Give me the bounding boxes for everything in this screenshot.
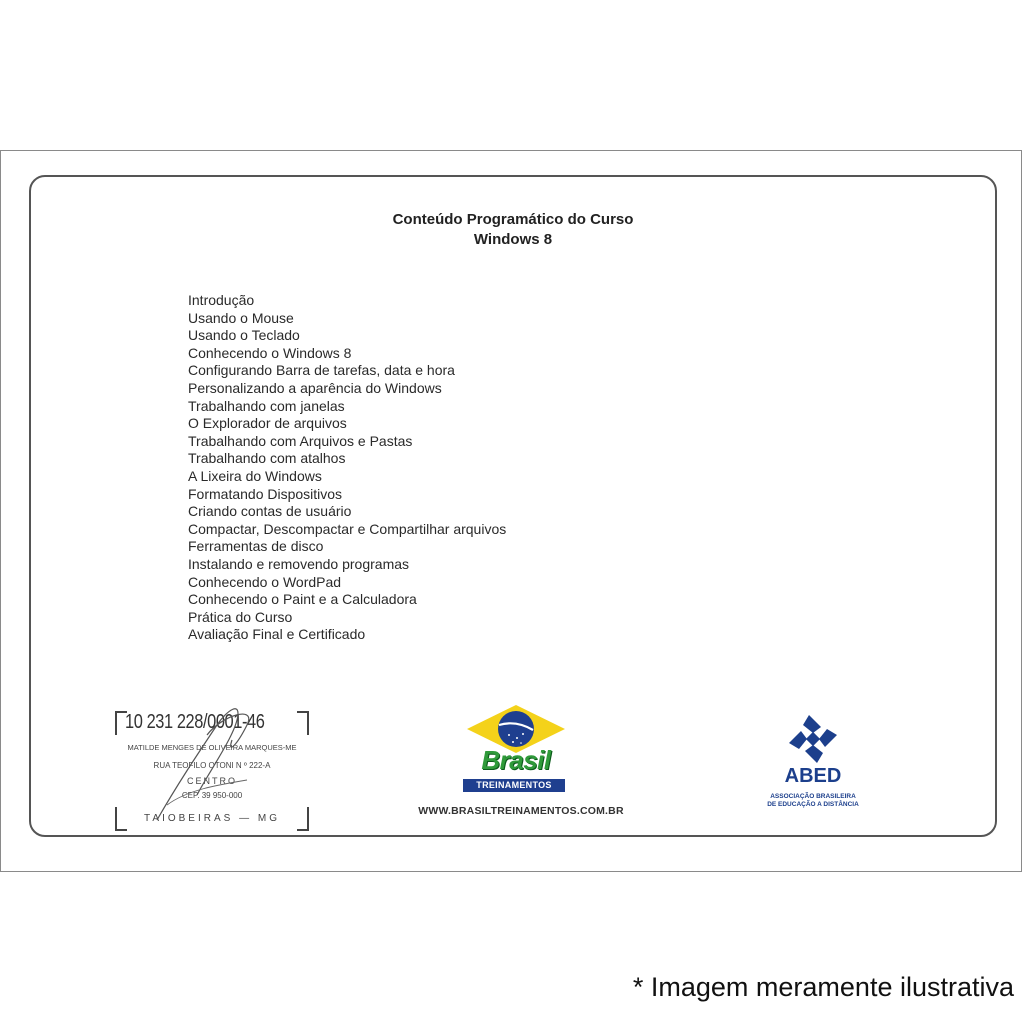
list-item: Usando o Mouse <box>188 309 294 326</box>
stamp-corner <box>297 711 309 735</box>
abed-subtitle-line1: ASSOCIAÇÃO BRASILEIRA <box>770 793 856 800</box>
abed-subtitle <box>751 793 875 809</box>
stamp-city: TAIOBEIRAS — MG <box>144 813 280 824</box>
list-item: A Lixeira do Windows <box>188 467 322 484</box>
list-item: Introdução <box>188 292 255 308</box>
list-item: Prática do Curso <box>188 608 293 625</box>
certificate-sheet <box>0 150 1022 872</box>
stamp-company: MATILDE MENGES DE OLIVEIRA MARQUES-ME <box>127 743 297 752</box>
list-item: Avaliação Final e Certificado <box>188 626 366 643</box>
list-item: Trabalhando com atalhos <box>188 450 346 467</box>
list-item: Configurando Barra de tarefas, data e hora <box>188 362 455 379</box>
list-item: Instalando e removendo programas <box>188 555 410 572</box>
course-content-title: Conteúdo Programático do Curso <box>392 211 634 228</box>
abed-logo <box>751 713 881 823</box>
website-url: WWW.BRASILTREINAMENTOS.COM.BR <box>418 805 624 817</box>
list-item: Trabalhando com Arquivos e Pastas <box>188 432 413 449</box>
list-item: Conhecendo o WordPad <box>188 573 342 590</box>
list-item: Ferramentas de disco <box>188 538 324 555</box>
list-item: Trabalhando com janelas <box>188 397 345 414</box>
stamp-street: RUA TEOFILO OTONI N º 222-A <box>153 761 271 770</box>
brasil-treinamentos-logo <box>461 703 571 795</box>
abed-wordmark: ABED <box>784 765 842 787</box>
stamp-cep: CEP. 39 950-000 <box>181 791 243 800</box>
list-item: Formatando Dispositivos <box>188 485 343 502</box>
list-item: Compactar, Descompactar e Compartilhar arquivos <box>188 520 507 537</box>
list-item: Conhecendo o Windows 8 <box>188 344 352 361</box>
list-item: O Explorador de arquivos <box>188 415 347 432</box>
list-item: Criando contas de usuário <box>188 503 352 520</box>
abed-emblem-icon <box>751 713 875 765</box>
signature-icon <box>137 695 277 825</box>
stamp-district: CENTRO <box>187 776 237 786</box>
treinamentos-bar: TREINAMENTOS <box>463 779 565 792</box>
abed-subtitle-line2: DE EDUCAÇÃO A DISTÂNCIA <box>767 801 859 808</box>
topic-list <box>188 292 506 644</box>
course-name: Windows 8 <box>473 231 553 248</box>
stamp-cnpj: 10 231 228/0001-46 <box>125 711 265 733</box>
brasil-wordmark: Brasil <box>481 745 551 775</box>
list-item: Conhecendo o Paint e a Calculadora <box>188 591 417 608</box>
list-item: Usando o Teclado <box>188 327 300 344</box>
illustrative-disclaimer: * Imagem meramente ilustrativa <box>632 972 1014 1002</box>
company-stamp <box>117 709 307 831</box>
certificate-card <box>29 175 997 837</box>
list-item: Personalizando a aparência do Windows <box>188 379 442 396</box>
